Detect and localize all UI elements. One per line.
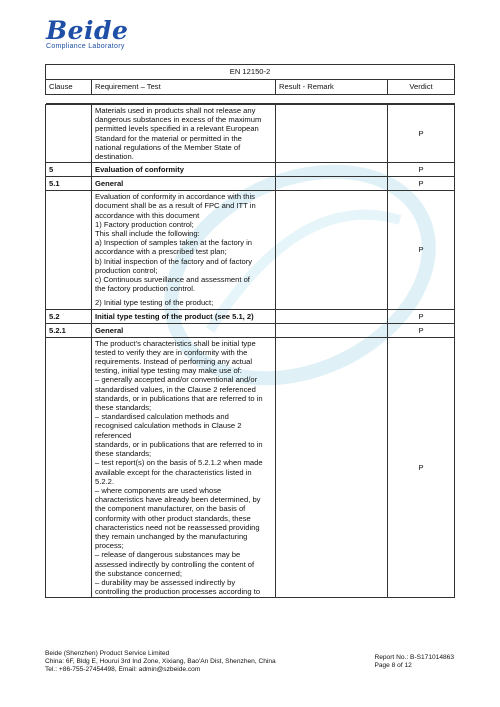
result-cell	[276, 323, 388, 337]
requirement-line: destination.	[95, 152, 134, 162]
verdict-cell: P	[388, 309, 455, 323]
requirement-line: Materials used in products shall not release any	[95, 106, 256, 115]
table-row	[46, 309, 455, 323]
clause-cell	[46, 191, 92, 309]
clause-cell: 5.2	[46, 309, 92, 323]
requirement-line: national regulations of the Member State of	[95, 142, 241, 152]
result-cell	[276, 177, 388, 191]
requirement-line: the factory production control.	[95, 284, 196, 294]
verdict-cell: P	[388, 323, 455, 337]
requirement-line: standards, or in publications that are referred to in	[95, 439, 263, 449]
verdict-cell: P	[388, 177, 455, 191]
result-cell	[276, 163, 388, 177]
requirement-cell: Initial type testing of the product (see 5.1, 2)	[92, 309, 276, 323]
requirement-cell	[92, 337, 276, 598]
table-row	[46, 105, 455, 163]
requirement-line: c) Continuous surveillance and assessment of	[95, 275, 250, 285]
footer-company: Beide (Shenzhen) Product Service Limited	[45, 650, 170, 657]
requirement-line: – durability may be assessed indirectly by	[95, 577, 236, 587]
verdict-cell: P	[388, 163, 455, 177]
clause-table-body	[45, 104, 455, 598]
requirement-line: dangerous substances in excess of the maximum	[95, 115, 262, 125]
requirement-line: the substance concerned;	[95, 568, 182, 578]
footer-address: China: 6F, Bldg E, Hourui 3rd Ind Zone, Xixiang, Bao'An Dist, Shenzhen, China	[45, 658, 276, 665]
requirement-line: these standards;	[95, 449, 152, 459]
clause-cell	[46, 337, 92, 598]
requirement-line: referenced	[95, 430, 132, 440]
footer-report-number: Report No.: B-S171014863	[374, 654, 454, 661]
verdict-cell: P	[388, 191, 455, 309]
requirement-line: – test report(s) on the basis of 5.2.1.2 when made	[95, 458, 263, 468]
requirement-line: available except for the characteristics listed in	[95, 467, 252, 477]
requirement-line: – release of dangerous substances may be	[95, 550, 241, 560]
table-row	[46, 177, 455, 191]
table-row	[46, 163, 455, 177]
requirement-line: 5.2.2.	[95, 476, 114, 486]
requirement-line: b) Initial inspection of the factory and of factory	[95, 256, 253, 266]
requirement-line: – where components are used whose	[95, 485, 222, 495]
requirement-line: controlling the production processes according to	[95, 587, 261, 597]
requirement-line: This shall include the following:	[95, 229, 200, 239]
requirement-line: – generally accepted and/or conventional and/or	[95, 375, 258, 385]
requirement-cell: General	[92, 323, 276, 337]
requirement-cell: General	[92, 177, 276, 191]
clause-cell: 5	[46, 163, 92, 177]
requirement-line: Standard for the material or permitted in the	[95, 133, 242, 143]
verdict-cell: P	[388, 337, 455, 598]
requirement-line: accordance with this document	[95, 210, 200, 220]
requirement-line: characteristics need not be reassessed providing	[95, 522, 260, 532]
requirement-line: accordance with a prescribed test plan;	[95, 247, 227, 257]
header-result: Result - Remark	[276, 80, 388, 95]
requirement-line: recognised calculation methods in Clause 2	[95, 421, 242, 431]
requirement-line: these standards;	[95, 403, 152, 413]
requirement-line: Evaluation of conformity in accordance with this	[95, 192, 255, 202]
test-report-table	[45, 64, 454, 598]
requirement-line: permitted levels specified in a relevant European	[95, 124, 259, 134]
clause-cell	[46, 105, 92, 163]
requirement-line: standardised values, in the Clause 2 referenced	[95, 384, 256, 394]
requirement-line: production control;	[95, 265, 158, 275]
requirement-line: testing, initial type testing may make use of:	[95, 366, 242, 376]
company-logo	[46, 18, 128, 50]
requirement-line: conformity with other product standards, these	[95, 513, 251, 523]
requirement-cell: Evaluation of conformity	[92, 163, 276, 177]
requirement-line: The product’s characteristics shall be initial type	[95, 338, 256, 348]
requirement-line: 1) Factory production control;	[95, 219, 194, 229]
standard-title: EN 12150-2	[46, 65, 455, 80]
requirement-line: they remain unchanged by the manufacturing	[95, 531, 248, 541]
requirement-line: tested to verify they are in conformity with the	[95, 347, 248, 357]
requirement-line: – standardised calculation methods and	[95, 412, 229, 422]
requirement-line: process;	[95, 541, 124, 551]
header-clause: Clause	[46, 80, 92, 95]
requirement-line: document shall be as a result of FPC and ITT in	[95, 201, 256, 211]
header-verdict: Verdict	[388, 80, 455, 95]
table-row	[46, 191, 455, 309]
footer-contact: Tel.: +86-755-27454498, Email: admin@szbeide.com	[45, 666, 201, 673]
table-row	[46, 323, 455, 337]
clause-cell: 5.1	[46, 177, 92, 191]
requirement-cell	[92, 191, 276, 309]
requirement-line: assessed indirectly by controlling the content of	[95, 559, 255, 569]
logo-subtitle: Compliance Laboratory	[46, 43, 125, 50]
requirement-line: a) Inspection of samples taken at the factory in	[95, 238, 253, 248]
result-cell	[276, 191, 388, 309]
requirement-cell	[92, 105, 276, 163]
verdict-cell: P	[388, 105, 455, 163]
result-cell	[276, 337, 388, 598]
logo-brand: Beide	[46, 16, 129, 45]
header-requirement: Requirement – Test	[92, 80, 276, 95]
requirement-line: the component manufacturer, on the basis of	[95, 504, 246, 514]
requirement-line: characteristics have already been determined, by	[95, 495, 261, 505]
requirement-line: requirements. Instead of performing any actual	[95, 357, 253, 367]
table-row	[46, 337, 455, 598]
requirement-line: 2) Initial type testing of the product;	[95, 298, 214, 308]
clause-cell: 5.2.1	[46, 323, 92, 337]
requirement-line: standards, or in publications that are referred to in	[95, 393, 263, 403]
result-cell	[276, 309, 388, 323]
result-cell	[276, 105, 388, 163]
footer-page-number: Page 8 of 12	[374, 662, 412, 669]
